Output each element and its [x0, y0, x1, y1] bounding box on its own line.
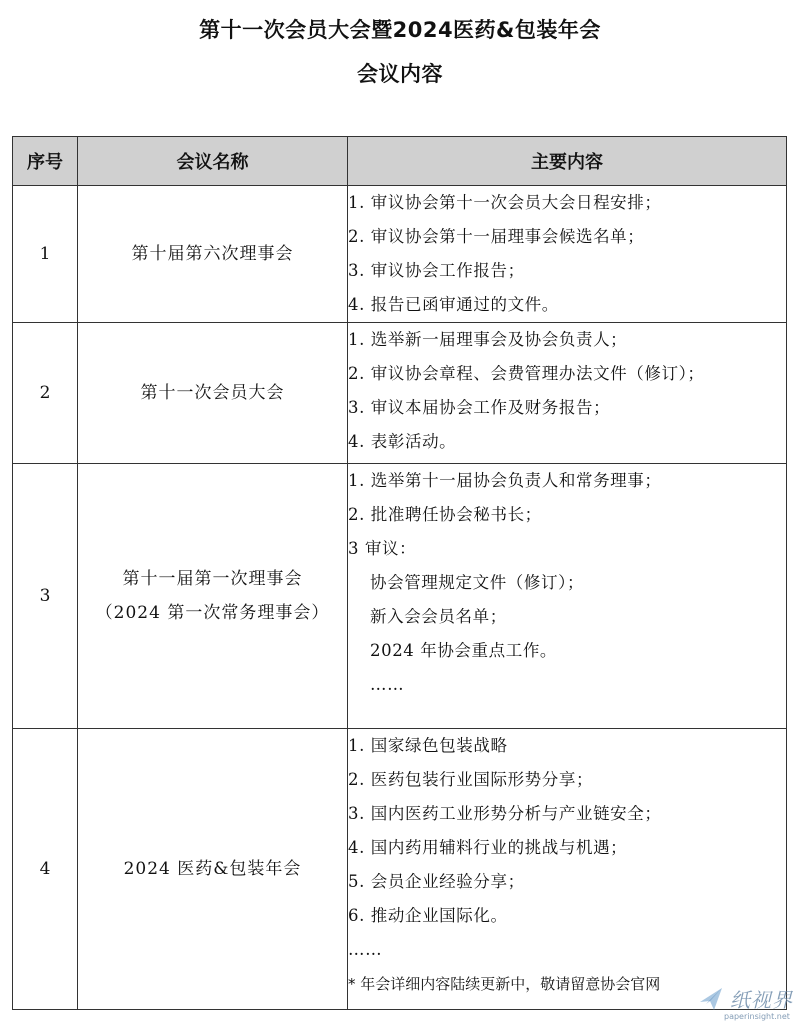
content-item: 2. 医药包装行业国际形势分享； [348, 770, 594, 789]
content-note: * 年会详细内容陆续更新中，敬请留意协会官网 [348, 975, 661, 993]
meeting-content [348, 323, 787, 464]
row-number: 1 [13, 186, 78, 323]
content-ellipsis: …… [370, 675, 405, 694]
content-subitem: 新入会会员名单； [370, 607, 507, 626]
meeting-name-line: 第十一次会员大会 [140, 383, 285, 403]
content-item: 1. 审议协会第十一次会员大会日程安排； [348, 193, 662, 212]
row-number: 4 [13, 729, 78, 1010]
content-subitem: 2024 年协会重点工作。 [370, 641, 558, 660]
content-item: 3. 国内医药工业形势分析与产业链安全； [348, 804, 662, 823]
content-item: 4. 表彰活动。 [348, 432, 457, 451]
table-row [13, 729, 787, 1010]
watermark [694, 982, 794, 1026]
meeting-name-line: （2024 第一次常务理事会） [95, 603, 330, 623]
watermark-url: paperinsight.net [724, 1012, 790, 1021]
row-number: 3 [13, 464, 78, 729]
meeting-name-line: 第十届第六次理事会 [131, 244, 294, 264]
content-item: 3. 审议协会工作报告； [348, 261, 525, 280]
content-item: 1. 选举新一届理事会及协会负责人； [348, 330, 628, 349]
row-number: 2 [13, 323, 78, 464]
meeting-name [78, 323, 348, 464]
meeting-name [78, 729, 348, 1010]
content-item: 2. 审议协会第十一届理事会候选名单； [348, 227, 645, 246]
meeting-name-line: 2024 医药&包装年会 [123, 859, 302, 879]
agenda-table [12, 136, 787, 1010]
content-item: 5. 会员企业经验分享； [348, 872, 525, 891]
content-ellipsis: …… [348, 940, 383, 959]
content-item: 2. 批准聘任协会秘书长； [348, 505, 542, 524]
meeting-name [78, 186, 348, 323]
meeting-name-line: 第十一届第一次理事会 [122, 569, 303, 589]
content-item: 1. 国家绿色包装战略 [348, 736, 508, 755]
table-row [13, 323, 787, 464]
header-no: 序号 [13, 137, 78, 186]
content-item: 4. 国内药用辅料行业的挑战与机遇； [348, 838, 628, 857]
content-item: 3 审议： [348, 539, 417, 558]
header-content: 主要内容 [348, 137, 787, 186]
table-row [13, 464, 787, 729]
content-item: 2. 审议协会章程、会费管理办法文件（修订）； [348, 364, 705, 383]
meeting-content [348, 729, 787, 1010]
table-header-row [13, 137, 787, 186]
header-name: 会议名称 [78, 137, 348, 186]
content-item: 6. 推动企业国际化。 [348, 906, 508, 925]
watermark-text: 纸视界 [730, 988, 793, 1012]
meeting-content [348, 186, 787, 323]
table-row [13, 186, 787, 323]
content-subitem: 协会管理规定文件（修订）； [370, 573, 585, 592]
meeting-name [78, 464, 348, 729]
meeting-content [348, 464, 787, 729]
content-item: 3. 审议本届协会工作及财务报告； [348, 398, 611, 417]
paper-sail-logo-icon [696, 984, 726, 1014]
document-subtitle: 会议内容 [357, 62, 443, 86]
content-item: 4. 报告已函审通过的文件。 [348, 295, 559, 314]
content-item: 1. 选举第十一届协会负责人和常务理事； [348, 471, 662, 490]
document-title: 第十一次会员大会暨2024医药&包装年会 [199, 18, 601, 42]
